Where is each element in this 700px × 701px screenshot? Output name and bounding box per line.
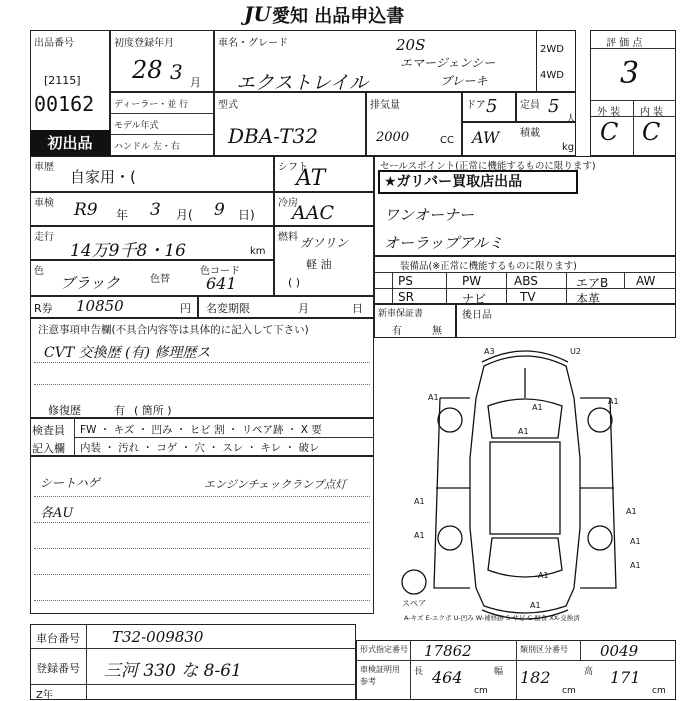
repair-label: 修復歴 xyxy=(48,404,81,417)
recycle-unit: 円 xyxy=(180,302,191,315)
sales-point-line2: オーラップアルミ xyxy=(384,234,504,252)
handle-label: ハンドル 左・右 xyxy=(114,142,180,152)
model-year-label: モデル年式 xyxy=(114,121,159,131)
check-note-1: シートハゲ xyxy=(40,476,100,490)
footer-label: Z年 xyxy=(36,690,53,701)
equip-abs: ABS xyxy=(514,274,538,288)
equip-airbag: エアB xyxy=(576,276,609,290)
displacement-value: 2000 xyxy=(376,130,410,145)
doors-value: 5 xyxy=(486,96,498,117)
score-int-value: C xyxy=(642,118,661,146)
repair-opt: 有 xyxy=(114,404,125,417)
score-label: 評 価 点 xyxy=(606,38,643,49)
capacity-unit: 人 xyxy=(566,114,576,125)
damage-mark-13: A1 xyxy=(518,427,529,436)
class-value: 0049 xyxy=(600,642,639,660)
color-code-label: 色コード xyxy=(200,266,240,277)
fuel-option-diesel: 軽 油 xyxy=(306,258,332,271)
score-ext-label: 外 装 xyxy=(597,107,621,118)
warranty-label: 新車保証書 xyxy=(378,309,424,319)
inspection-era: R9 xyxy=(74,200,98,220)
use-box xyxy=(30,156,274,192)
sales-banner: ★ガリバー買取店出品 xyxy=(378,170,578,194)
capacity-value: 5 xyxy=(548,96,560,117)
damage-mark-11: A1 xyxy=(538,571,549,580)
car-name-label: 車名・グレード xyxy=(218,38,288,49)
car-grade-2: エマージェンシー xyxy=(400,56,496,70)
shift-label: シフト xyxy=(278,162,308,173)
capacity-label: 定員 xyxy=(520,100,540,111)
registration-year: 28 xyxy=(132,56,163,84)
notes-label: 注意事項申告欄(不具合内容等は具体的に記入して下さい) xyxy=(38,324,309,336)
wheel-rear-right xyxy=(588,526,612,550)
registration-label: 初度登録年月 xyxy=(114,38,174,49)
notes-text: CVT 交換歴 (有) 修理歴ス xyxy=(44,345,211,361)
displacement-note: AW xyxy=(472,128,500,147)
class-label: 類別区分番号 xyxy=(520,645,568,654)
displacement-unit: CC xyxy=(440,135,454,146)
check-label-1: 検査員 xyxy=(32,424,65,437)
page-title: 愛知 出品申込書 xyxy=(272,6,405,27)
check-row-2: 内装 ・ 汚れ ・ コゲ ・ 穴 ・ スレ ・ キレ ・ 破レ xyxy=(80,442,320,454)
lot-bracket: [2115] xyxy=(44,74,81,87)
reg-label: 登録番号 xyxy=(36,662,80,675)
fuel-option-gasoline: ガソリン xyxy=(300,236,349,250)
length-label: 長 xyxy=(414,667,424,677)
model-spec-label: 形式指定番号 xyxy=(360,645,408,654)
damage-mark-5: A1 xyxy=(608,397,619,406)
doors-label: ドア xyxy=(466,100,486,111)
drive-box xyxy=(536,30,576,92)
equip-navi: ナビ xyxy=(462,292,487,306)
equipment-label: 装備品(※正常に機能するものに限ります) xyxy=(400,261,577,272)
warranty-opt-yes: 有 xyxy=(392,326,402,337)
displacement-label: 排気量 xyxy=(370,100,400,111)
damage-mark-1: A3 xyxy=(484,347,495,356)
name-change-day: 日 xyxy=(352,302,363,315)
diagram-legend: A-キズ E-エクボ U-凹み W-補修跡 S-サビ C-腐食 XX-交換済 xyxy=(404,614,580,622)
type-value: DBA-T32 xyxy=(228,124,319,148)
shift-value: AT xyxy=(296,166,326,191)
length-unit: cm xyxy=(474,686,488,696)
equip-ps: PS xyxy=(398,274,413,288)
repair-paren: ( 箇所 ) xyxy=(134,404,172,417)
cert-label: 車検証明用 xyxy=(360,665,400,674)
inspection-month: 3 xyxy=(150,200,161,220)
width-unit: cm xyxy=(562,686,576,696)
sales-point-line1: ワンオーナー xyxy=(384,206,475,224)
type-label: 型式 xyxy=(218,100,238,111)
damage-mark-4: A1 xyxy=(428,393,439,402)
damage-mark-8: A1 xyxy=(414,531,425,540)
use-label: 車歴 xyxy=(34,162,54,173)
height-value: 171 xyxy=(610,668,641,687)
inspection-day: 9 xyxy=(214,200,225,220)
service-label: 後日品 xyxy=(462,310,492,321)
use-value: 自家用・( xyxy=(70,168,136,186)
spare-label: スペア xyxy=(402,599,426,608)
chassis-label: 車台番号 xyxy=(36,632,80,645)
sales-point-label: セールスポイント(正常に機能するものに限ります) xyxy=(380,161,596,172)
recycle-value: 10850 xyxy=(76,297,124,315)
width-label: 幅 xyxy=(494,667,504,677)
color-label: 色 xyxy=(34,266,44,277)
car-grade-1: 20S xyxy=(396,36,426,54)
score-int-label: 内 装 xyxy=(640,107,664,118)
ac-value: AAC xyxy=(292,202,334,224)
registration-month: 3 xyxy=(170,60,183,84)
inspection-month-unit: 月( xyxy=(176,208,193,222)
lot-label: 出品番号 xyxy=(34,38,74,49)
inspection-label: 車検 xyxy=(34,198,54,209)
damage-mark-9: A1 xyxy=(630,537,641,546)
damage-mark-12: A1 xyxy=(530,601,541,610)
chassis-number: T32-009830 xyxy=(112,628,204,646)
score-ext-value: C xyxy=(600,118,619,146)
mileage-label: 走行 xyxy=(34,232,54,243)
wheel-front-right xyxy=(588,408,612,432)
ac-label: 冷房 xyxy=(278,198,298,209)
height-label: 高 xyxy=(584,667,594,677)
equip-aw: AW xyxy=(636,274,656,288)
fuel-label: 燃料 xyxy=(278,232,298,243)
model-spec-value: 17862 xyxy=(424,642,472,660)
inspection-day-unit: 日) xyxy=(238,208,255,222)
registration-month-unit: 月 xyxy=(190,76,201,89)
equip-leather: 本革 xyxy=(576,292,601,306)
height-unit: cm xyxy=(652,686,666,696)
wheel-front-left xyxy=(438,408,462,432)
color-code: 641 xyxy=(206,274,237,293)
equip-sr: SR xyxy=(398,290,414,304)
color-value: ブラック xyxy=(60,274,120,292)
name-change-month: 月 xyxy=(298,302,309,315)
damage-mark-6: A1 xyxy=(414,497,425,506)
mileage-value: 14万9千8・16 xyxy=(70,241,186,261)
length-value: 464 xyxy=(432,668,463,687)
inspection-year-unit: 年 xyxy=(116,208,129,222)
check-note-3: 各AU xyxy=(40,506,74,521)
score-value: 3 xyxy=(620,56,640,91)
car-name-value: エクストレイル xyxy=(236,72,368,94)
damage-mark-10: A1 xyxy=(630,561,641,570)
first-listing-badge: 初出品 xyxy=(30,130,110,156)
color-change-label: 色替 xyxy=(150,274,170,285)
check-label-2: 記入欄 xyxy=(32,442,65,455)
dealer-label: ディーラー・並 行 xyxy=(114,100,189,110)
ref-label: 参考 xyxy=(360,677,376,686)
car-grade-3: ブレーキ xyxy=(440,74,488,88)
width-value: 182 xyxy=(520,668,551,687)
header-logo: JU xyxy=(244,2,271,26)
mileage-unit: km xyxy=(250,246,266,257)
drive-4wd: 4WD xyxy=(540,70,564,81)
recycle-label: R券 xyxy=(34,302,53,315)
name-change-label: 名変期限 xyxy=(206,302,250,315)
spare-tire-icon xyxy=(402,570,426,594)
check-note-2: エンジンチェックランプ点灯 xyxy=(204,478,347,491)
car-rear-window xyxy=(488,538,562,577)
load-unit: kg xyxy=(562,142,575,153)
check-row-1: FW ・ キズ ・ 凹み ・ ヒビ 割 ・ リペア跡 ・ X 要 xyxy=(80,424,322,436)
damage-mark-3: A1 xyxy=(532,403,543,412)
wheel-rear-left xyxy=(438,526,462,550)
damage-diagram xyxy=(374,338,676,624)
damage-mark-7: A1 xyxy=(626,507,637,516)
warranty-opt-no: 無 xyxy=(432,326,442,337)
equip-tv: TV xyxy=(520,290,536,304)
load-label: 積載 xyxy=(520,128,540,139)
damage-mark-2: U2 xyxy=(570,347,581,356)
car-roof xyxy=(490,442,560,534)
lot-number: 00162 xyxy=(34,92,95,116)
fuel-option-other: ( ) xyxy=(288,276,301,289)
drive-2wd: 2WD xyxy=(540,44,564,55)
equip-pw: PW xyxy=(462,274,482,288)
reg-number: 三河 330 な 8-61 xyxy=(104,661,242,681)
